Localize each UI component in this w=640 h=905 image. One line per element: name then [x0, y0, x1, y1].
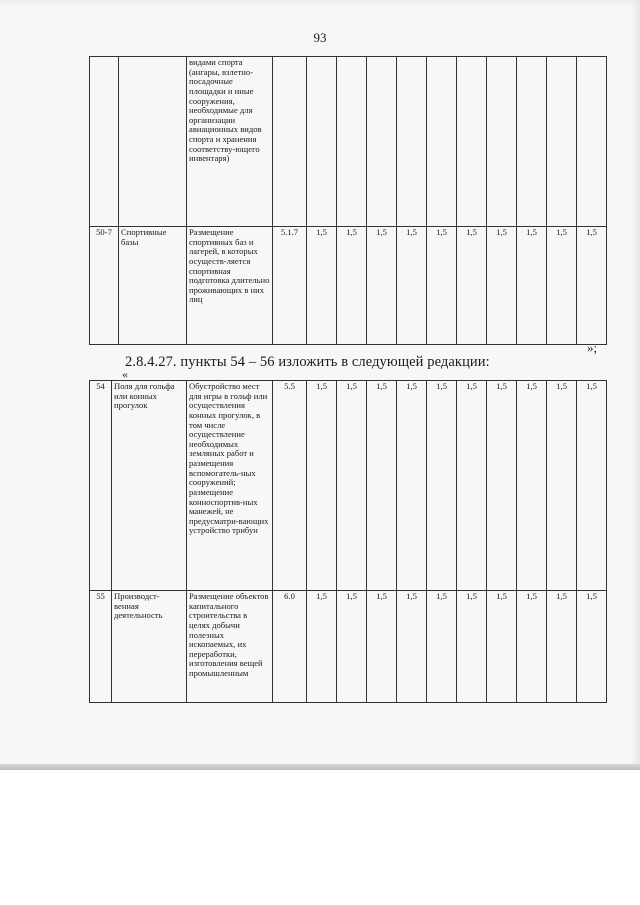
row-value: 1,5 [547, 591, 577, 703]
row-value: 1,5 [367, 381, 397, 591]
row-value: 1,5 [487, 227, 517, 345]
table-row [90, 381, 607, 591]
scan-edge [0, 764, 640, 770]
row-value: 1,5 [517, 381, 547, 591]
row-value: 1,5 [457, 227, 487, 345]
row-value: 1,5 [337, 591, 367, 703]
row-code: 5.5 [273, 381, 307, 591]
row-value [367, 57, 397, 227]
row-value [397, 57, 427, 227]
row-number [90, 57, 119, 227]
row-value: 1,5 [397, 381, 427, 591]
row-value [427, 57, 457, 227]
row-name: Поля для гольфа или конных прогулок [112, 381, 187, 591]
row-value: 1,5 [517, 591, 547, 703]
row-value [517, 57, 547, 227]
row-value: 1,5 [577, 381, 607, 591]
row-value: 1,5 [367, 227, 397, 345]
closing-quote: »; [587, 340, 598, 355]
row-value: 1,5 [577, 227, 607, 345]
table-row [90, 227, 607, 345]
row-name: Производст-венная деятельность [112, 591, 187, 703]
row-value [337, 57, 367, 227]
row-value: 1,5 [307, 227, 337, 345]
opening-quote: « [122, 367, 128, 381]
amendment-heading: 2.8.4.27. пункты 54 – 56 изложить в следующей редакции: [125, 354, 490, 370]
row-value: 1,5 [577, 591, 607, 703]
row-value: 1,5 [397, 591, 427, 703]
row-value [457, 57, 487, 227]
row-value: 1,5 [307, 591, 337, 703]
row-value: 1,5 [487, 591, 517, 703]
table-row [90, 57, 607, 227]
table-row [90, 591, 607, 703]
row-value [577, 57, 607, 227]
row-value [487, 57, 517, 227]
row-code: 6.0 [273, 591, 307, 703]
row-description: Размещение объектов капитального строительства в целях добычи полезных ископаемых, их переработки, изготовления вещей промышленным [187, 591, 273, 703]
land-use-table-continued [89, 56, 607, 345]
row-name: Спортивные базы [119, 227, 187, 345]
row-value: 1,5 [427, 227, 457, 345]
land-use-table-amended [89, 380, 607, 703]
row-name [119, 57, 187, 227]
row-value: 1,5 [397, 227, 427, 345]
row-value: 1,5 [487, 381, 517, 591]
row-description: видами спорта (ангары, взлетно-посадочные площадки и иные сооружения, необходимые для организации авиационных видов спорта и хранения соответству-ющего инвентаря) [187, 57, 273, 227]
row-code: 5.1.7 [273, 227, 307, 345]
row-value: 1,5 [367, 591, 397, 703]
row-value: 1,5 [307, 381, 337, 591]
row-description: Размещение спортивных баз и лагерей, в которых осуществ-ляется спортивная подготовка длительно проживающих в них лиц [187, 227, 273, 345]
row-value: 1,5 [337, 381, 367, 591]
row-value: 1,5 [547, 227, 577, 345]
row-description: Обустройство мест для игры в гольф или осуществления конных прогулок, в том числе осуществление необходимых земляных работ и размещения вспомогатель-ных сооружений; размещение конноспортив-ных манежей, не предусматри-вающих устройство трибун [187, 381, 273, 591]
row-value: 1,5 [427, 591, 457, 703]
row-number: 50-7 [90, 227, 119, 345]
row-value [307, 57, 337, 227]
page-number: 93 [313, 30, 327, 45]
row-value [547, 57, 577, 227]
row-value: 1,5 [547, 381, 577, 591]
row-number: 54 [90, 381, 112, 591]
row-number: 55 [90, 591, 112, 703]
row-value: 1,5 [457, 381, 487, 591]
row-value: 1,5 [517, 227, 547, 345]
row-value: 1,5 [457, 591, 487, 703]
row-value: 1,5 [427, 381, 457, 591]
row-code [273, 57, 307, 227]
row-value: 1,5 [337, 227, 367, 345]
